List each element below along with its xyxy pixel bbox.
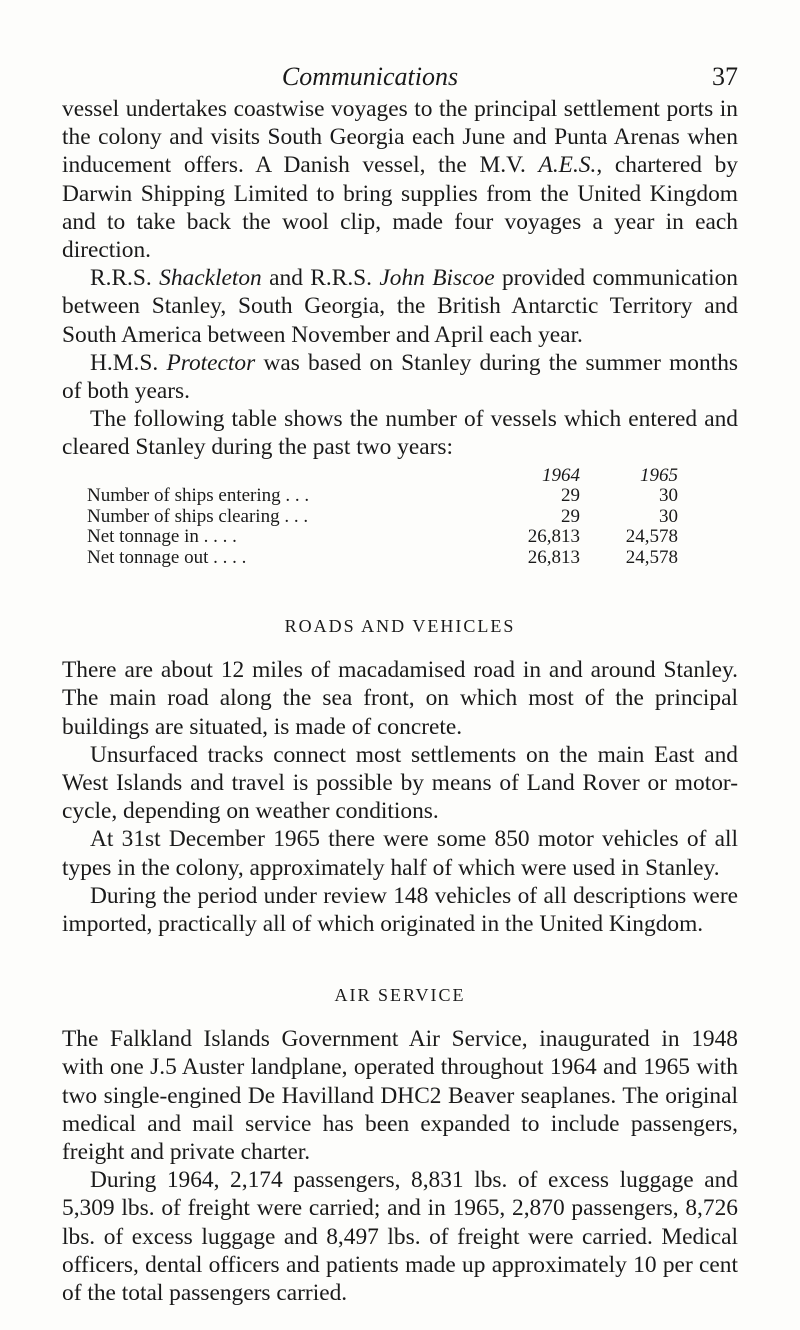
ship-name: Protector: [166, 349, 256, 376]
text-run: was based on Stanley during the summer months of both years.: [62, 349, 738, 405]
section-heading-roads: ROADS AND VEHICLES: [284, 616, 516, 637]
text-run: provided communication between Stanley, South Georgia, the British Antarctic Territory and South America between November and April each year.: [62, 265, 738, 348]
row-value-1965: 24,578: [625, 546, 678, 568]
page-header: [0, 62, 800, 98]
ship-name: John Biscoe: [379, 265, 495, 292]
roads-paragraph-2: Unsurfaced tracks connect most settlements on the main East and West Islands and travel is possible by means of Land Rover or motor-cycle, depending on weather conditions.: [62, 741, 738, 825]
row-value-1965: 30: [659, 505, 678, 527]
shipping-paragraph-1: [62, 95, 738, 264]
row-label: Net tonnage out . . . .: [87, 546, 247, 568]
roads-paragraph-1: There are about 12 miles of macadamised road in and around Stanley. The main road along the sea front, on which most of the principal buildings are situated, is made of concrete.: [62, 657, 738, 740]
text-run: , chartered by Darwin Shipping Limited to bring supplies from the United Kingdom and to take back the wool clip, made four voyages a year in each direction.: [62, 152, 738, 264]
shipping-paragraph-2: [62, 264, 738, 349]
table-row: [62, 507, 738, 528]
row-value-1965: 30: [659, 485, 678, 507]
roads-paragraph-3: At 31st December 1965 there were some 850 motor vehicles of all types in the colony, approximately half of which were used in Stanley.: [62, 826, 738, 881]
table-row: [62, 548, 738, 569]
text-run: vessel undertakes coastwise voyages to the principal settlement ports in the colony and visits South Georgia each June and Punta Arenas when inducement offers. A Danish vessel, the M.V.: [62, 96, 738, 179]
table-row: [62, 486, 738, 507]
vessels-table: [62, 466, 738, 569]
page-body: [62, 95, 738, 1307]
row-label: Number of ships clearing . . .: [87, 505, 309, 527]
page-number: 37: [712, 62, 738, 91]
table-header-1965: 1965: [640, 464, 678, 486]
air-paragraph-2: During 1964, 2,174 passengers, 8,831 lbs. of excess luggage and 5,309 lbs. of freight were carried; and in 1965, 2,870 passengers, 8,726 lbs. of excess luggage and 8,497 lbs. of freight were carried. Medical officers, dental officers and patients made up approximately 10 per cent of the total passengers carried.: [62, 1167, 738, 1306]
text-run: H.M.S.: [90, 349, 167, 376]
text-run: and R.R.S.: [261, 265, 380, 292]
row-value-1964: 29: [561, 505, 580, 527]
table-header-1964: 1964: [542, 464, 580, 486]
running-title: Communications: [281, 62, 459, 91]
row-value-1964: 29: [561, 485, 580, 507]
row-label: Net tonnage in . . . .: [87, 526, 237, 548]
roads-paragraph-4: During the period under review 148 vehicles of all descriptions were imported, practically all of which originated in the United Kingdom.: [62, 882, 738, 937]
row-value-1964: 26,813: [527, 546, 580, 568]
shipping-paragraph-4: The following table shows the number of vessels which entered and cleared Stanley during the past two years:: [62, 406, 738, 461]
ship-name: Shackleton: [159, 265, 262, 292]
table-header-blank: [62, 466, 494, 487]
row-label: Number of ships entering . . .: [87, 485, 310, 507]
air-paragraph-1: The Falkland Islands Government Air Service, inaugurated in 1948 with one J.5 Auster landplane, operated throughout 1964 and 1965 with two single-engined De Havilland DHC2 Beaver seaplanes. The original medical and mail service has been expanded to include passengers, freight and private charter.: [62, 1026, 738, 1165]
row-value-1964: 26,813: [527, 526, 580, 548]
section-heading-air: AIR SERVICE: [334, 985, 466, 1006]
row-value-1965: 24,578: [625, 526, 678, 548]
ship-name: A.E.S.: [538, 152, 597, 179]
table-row: [62, 527, 738, 548]
text-run: R.R.S.: [90, 265, 160, 292]
shipping-paragraph-3: [62, 349, 738, 405]
table-header-row: [62, 466, 738, 487]
